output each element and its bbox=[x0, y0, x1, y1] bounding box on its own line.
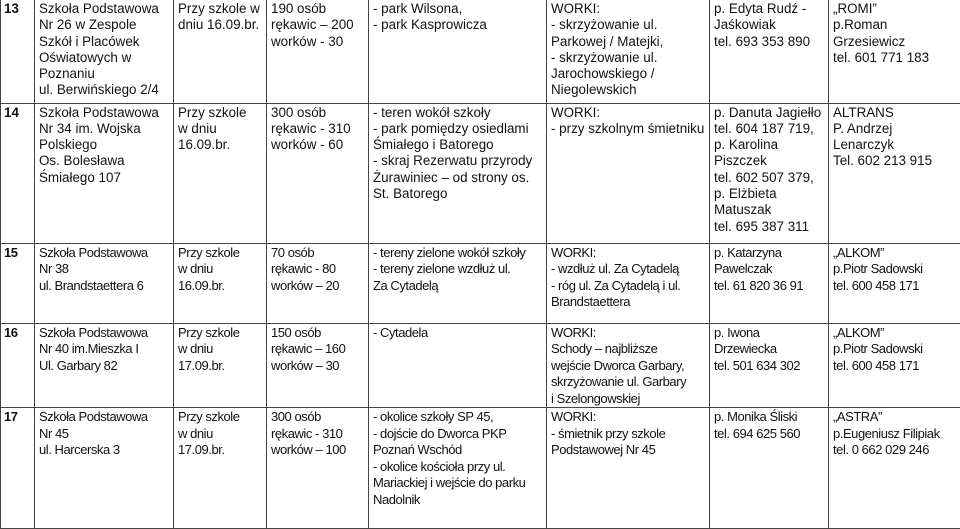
waste-company-cell: ALTRANS P. Andrzej Lenarczyk Tel. 602 213 915 bbox=[829, 103, 960, 243]
cleanup-area-cell: - Cytadela bbox=[369, 323, 547, 408]
school-name-address-cell: Szkoła Podstawowa Nr 40 im.Mieszka I Ul. Garbary 82 bbox=[35, 323, 174, 408]
school-name-address-cell: Szkoła Podstawowa Nr 26 w Zespole Szkół i Placówek Oświatowych w Poznaniu ul. Berwińskiego 2/4 bbox=[35, 0, 174, 103]
bag-collection-points-cell: WORKI: - skrzyżowanie ul. Parkowej / Matejki, - skrzyżowanie ul. Jarochowskiego / Niegolewskich bbox=[547, 0, 710, 103]
table-row bbox=[1, 323, 960, 408]
table-row bbox=[1, 103, 960, 243]
row-number-cell: 13 bbox=[1, 0, 35, 103]
school-name-address-cell: Szkoła Podstawowa Nr 34 im. Wojska Polskiego Os. Bolesława Śmiałego 107 bbox=[35, 103, 174, 243]
bag-collection-points-cell: WORKI: Schody – najbliższe wejście Dworca Garbary, skrzyżowanie ul. Garbary i Szelongowskiej bbox=[547, 323, 710, 408]
cleanup-area-cell: - park Wilsona, - park Kasprowicza bbox=[369, 0, 547, 103]
contact-person-cell: p. Katarzyna Pawelczak tel. 61 820 36 91 bbox=[710, 243, 829, 323]
bag-collection-points-cell: WORKI: - wzdłuż ul. Za Cytadelą - róg ul. Za Cytadelą i ul. Brandstaettera bbox=[547, 243, 710, 323]
contact-person-cell: p. Monika Śliski tel. 694 625 560 bbox=[710, 408, 829, 529]
cleanup-area-cell: - teren wokół szkoły - park pomiędzy osiedlami Śmiałego i Batorego - skraj Rezerwatu przyrody Żurawiniec – od strony os. St. Batorego bbox=[369, 103, 547, 243]
waste-company-cell: „ROMI” p.Roman Grzesiewicz tel. 601 771 183 bbox=[829, 0, 960, 103]
collection-date-cell: Przy szkole w dniu 17.09.br. bbox=[174, 323, 267, 408]
contact-person-cell: p. Danuta Jagiełło tel. 604 187 719, p. Karolina Piszczek tel. 602 507 379, p. Elżbieta Matuszak tel. 695 387 311 bbox=[710, 103, 829, 243]
waste-company-cell: „ALKOM” p.Piotr Sadowski tel. 600 458 171 bbox=[829, 243, 960, 323]
contact-person-cell: p. Iwona Drzewiecka tel. 501 634 302 bbox=[710, 323, 829, 408]
bag-collection-points-cell: WORKI: - śmietnik przy szkole Podstawowej Nr 45 bbox=[547, 408, 710, 529]
row-number-cell: 14 bbox=[1, 103, 35, 243]
waste-company-cell: „ASTRA” p.Eugeniusz Filipiak tel. 0 662 029 246 bbox=[829, 408, 960, 529]
bag-collection-points-cell: WORKI: - przy szkolnym śmietniku bbox=[547, 103, 710, 243]
row-number-cell: 15 bbox=[1, 243, 35, 323]
cleanup-area-cell: - tereny zielone wokół szkoły - tereny zielone wzdłuż ul. Za Cytadelą bbox=[369, 243, 547, 323]
waste-company-cell: „ALKOM” p.Piotr Sadowski tel. 600 458 171 bbox=[829, 323, 960, 408]
row-number-cell: 17 bbox=[1, 408, 35, 529]
participants-supplies-cell: 300 osób rękawic - 310 worków - 60 bbox=[267, 103, 369, 243]
participants-supplies-cell: 70 osób rękawic - 80 worków – 20 bbox=[267, 243, 369, 323]
school-name-address-cell: Szkoła Podstawowa Nr 45 ul. Harcerska 3 bbox=[35, 408, 174, 529]
table-row bbox=[1, 408, 960, 529]
participants-supplies-cell: 150 osób rękawic – 160 worków – 30 bbox=[267, 323, 369, 408]
participants-supplies-cell: 190 osób rękawic – 200 worków - 30 bbox=[267, 0, 369, 103]
row-number-cell: 16 bbox=[1, 323, 35, 408]
table-row bbox=[1, 243, 960, 323]
participants-supplies-cell: 300 osób rękawic - 310 worków – 100 bbox=[267, 408, 369, 529]
contact-person-cell: p. Edyta Rudź - Jaśkowiak tel. 693 353 890 bbox=[710, 0, 829, 103]
collection-date-cell: Przy szkole w dniu 16.09.br. bbox=[174, 243, 267, 323]
collection-date-cell: Przy szkole w dniu 17.09.br. bbox=[174, 408, 267, 529]
table-row bbox=[1, 0, 960, 103]
school-name-address-cell: Szkoła Podstawowa Nr 38 ul. Brandstaettera 6 bbox=[35, 243, 174, 323]
collection-date-cell: Przy szkole w dniu 16.09.br. bbox=[174, 0, 267, 103]
cleanup-area-cell: - okolice szkoły SP 45, - dojście do Dworca PKP Poznań Wschód - okolice kościoła przy ul. Mariackiej i wejście do parku Nadolnik bbox=[369, 408, 547, 529]
collection-date-cell: Przy szkole w dniu 16.09.br. bbox=[174, 103, 267, 243]
